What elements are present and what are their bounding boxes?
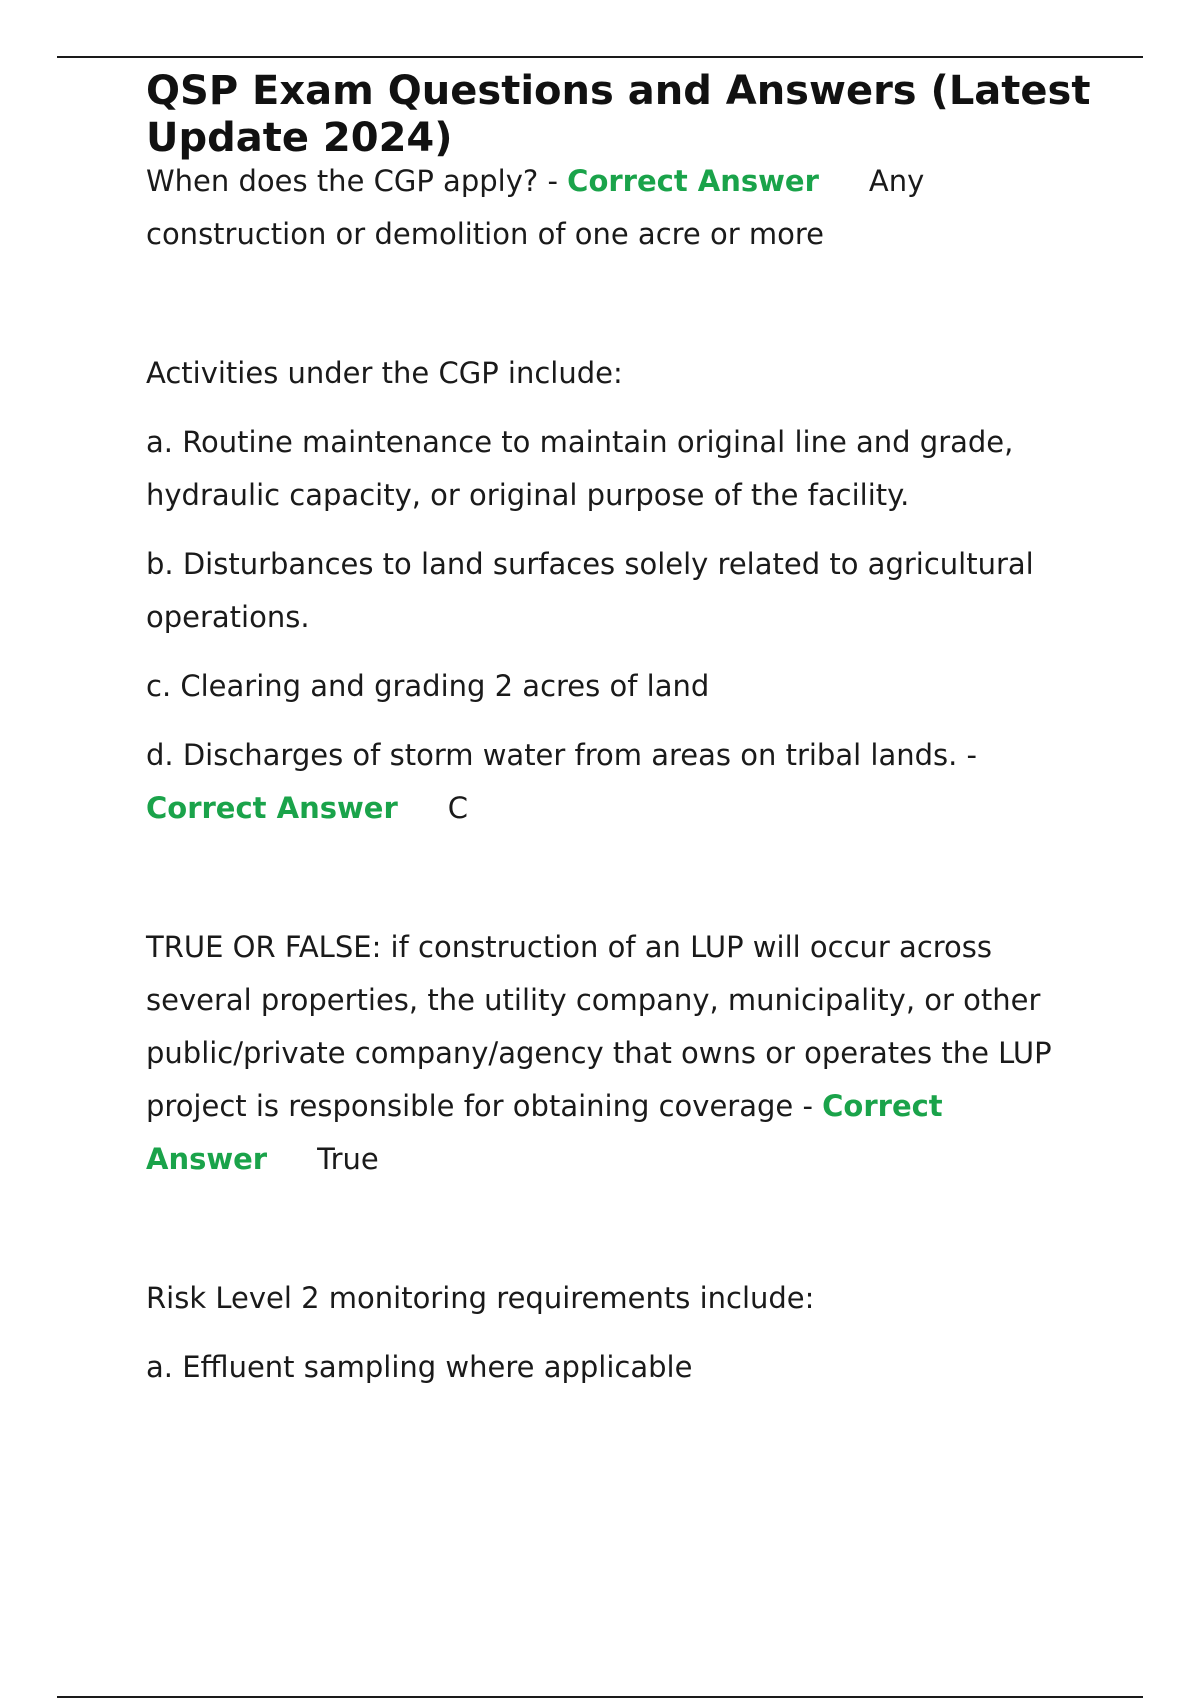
question-1 (146, 155, 1106, 261)
question-text: When does the CGP apply? - (146, 164, 558, 198)
option-d-text: d. Discharges of storm water from areas on tribal lands. - (146, 738, 978, 772)
answer-text: Any construction or demolition of one acre or more (146, 164, 925, 251)
question-3 (146, 921, 1106, 1186)
option-c: c. Clearing and grading 2 acres of land (146, 669, 710, 703)
correct-answer-label: Correct Answer (567, 164, 819, 198)
question-4: Risk Level 2 monitoring requirements include: (146, 1281, 815, 1315)
question-text: TRUE OR FALSE: if construction of an LUP will occur across several properties, the utility company, municipality, or other public/private company/agency that owns or operates the LUP project is responsible for obtaining coverage - (146, 930, 1052, 1123)
correct-answer-label: Correct Answer (146, 791, 398, 825)
bottom-rule (57, 1696, 1143, 1698)
option-b: b. Disturbances to land surfaces solely related to agricultural operations. (146, 547, 1034, 634)
option-d (146, 729, 1106, 835)
option-a: a. Routine maintenance to maintain original line and grade, hydraulic capacity, or original purpose of the facility. (146, 425, 1014, 512)
document-body (146, 68, 1106, 1394)
answer-text: True (317, 1142, 379, 1176)
option-a: a. Effluent sampling where applicable (146, 1350, 693, 1384)
correct-answer-label: Correct Answer (146, 1089, 943, 1176)
document-title: QSP Exam Questions and Answers (Latest Update 2024) (146, 68, 1091, 161)
top-rule (57, 56, 1143, 58)
question-2: Activities under the CGP include: (146, 356, 623, 390)
answer-text: C (447, 791, 468, 825)
